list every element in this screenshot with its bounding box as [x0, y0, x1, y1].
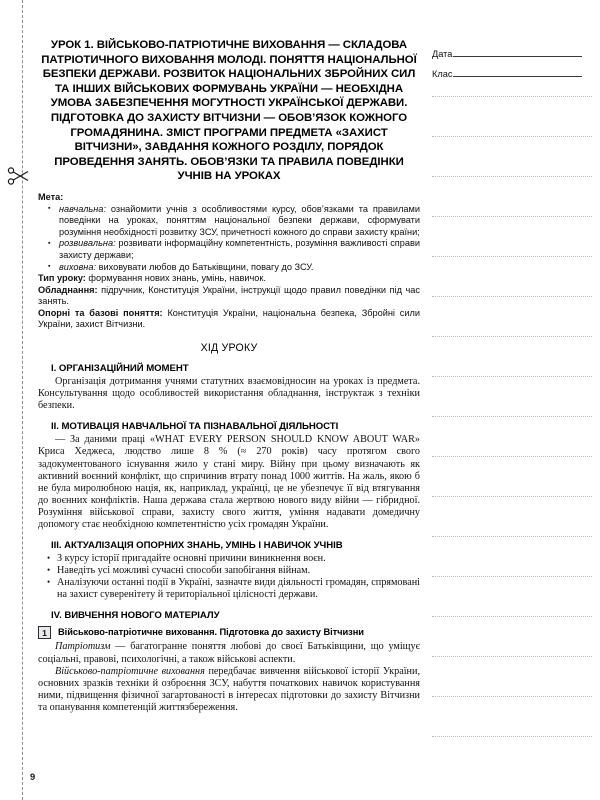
date-input[interactable]	[453, 48, 582, 57]
ruled-line	[432, 656, 592, 657]
concepts-value: Конституція України, національна безпека, Збройні сили України, захист Вітчизни.	[38, 307, 421, 330]
list-item	[46, 204, 420, 239]
term-military-patriotic-education: Військово-патріотичне виховання	[55, 665, 205, 677]
ruled-line	[432, 736, 592, 737]
page-number: 9	[30, 771, 36, 782]
topic-row	[38, 626, 420, 639]
section-2-paragraph: — За даними праці «WHAT EVERY PERSON SHOULD KNOW ABOUT WAR» Криса Хеджеса, людство лише 8 % (≈ 270 років) часу протягом свого задокументованого існування жило у стані миру. Війну при цьому визначають як активний воєнний конфлікт, що спричинив втрату понад 1000 життів. На жаль, якою б не була миролюбною нація, як, наприклад, українці, це не убезпечує її від втягування до воєнних конфліктів. Наша держава стала жертвою нового виду війни — гібридної. Розуміння військової справи, захисту свого життя, уміння надавати домедичну допомогу стає необхідною компетентністю усіх громадян України.	[38, 434, 420, 530]
lesson-content	[38, 38, 420, 714]
date-field-row[interactable]	[432, 48, 582, 59]
note-ruled-lines	[432, 96, 592, 796]
perforation-dashed-line	[22, 0, 23, 800]
ruled-line	[432, 336, 592, 337]
equipment-label: Обладнання:	[38, 284, 98, 295]
concepts-row	[38, 308, 420, 331]
goal-kind: навчальна:	[59, 203, 106, 214]
section-heading-2: II. МОТИВАЦІЯ НАВЧАЛЬНОЇ ТА ПІЗНАВАЛЬНОЇ ДІЯЛЬНОСТІ	[51, 421, 339, 433]
class-field-row[interactable]	[432, 68, 582, 79]
goal-list	[38, 204, 420, 274]
goal-kind: розвивальна:	[59, 238, 116, 249]
lesson-type-value: формування нових знань, умінь, навичок.	[85, 273, 266, 284]
ruled-line	[432, 376, 592, 377]
goal-text: ознайомити учнів з особливостями курсу, обов’язками та правилами поведінки на уроках, поняттям національної безпеки держави, сформувати розуміння необхідності розвитку ЗСУ, причетності кожного до справи захисту країни;	[59, 203, 420, 237]
term-patriotism-definition: — багатогранне поняття любові до своєї Батьківщини, що уміщує соціальні, правові, психологічні, а також військові аспекти.	[38, 641, 420, 665]
goal-kind: виховна:	[59, 261, 97, 272]
concepts-label: Опорні та базові поняття:	[38, 307, 163, 318]
list-item: • Аналізуючи останні події в Україні, зазначте види діяльності громадян, спрямовані на захист суверенітету й територіальної цілісності держави.	[46, 577, 420, 601]
section-heading-4: IV. ВИВЧЕННЯ НОВОГО МАТЕРІАЛУ	[51, 610, 220, 622]
term-military-patriotic-education-definition: передбачає вивчення військової історії України, основних зразків техніки й озброєння ЗСУ, набуття початкових навичок користування ними, підвищення фізичної загартованості в інтересах підготовки до захисту Вітчизни та опанування компетенцій життязбереження.	[38, 665, 420, 713]
term-patriotism: Патріотизм	[55, 641, 111, 653]
ruled-line	[432, 136, 592, 137]
section-1-paragraph: Організація дотримання учнями статутних взаємовідносин на уроках із предмета. Консультування щодо особливостей використання обладнання, інструктаж з техніки безпеки.	[38, 376, 420, 412]
ruled-line	[432, 696, 592, 697]
section-heading-3: III. АКТУАЛІЗАЦІЯ ОПОРНИХ ЗНАНЬ, УМІНЬ І НАВИЧОК УЧНІВ	[51, 540, 343, 552]
ruled-line	[432, 576, 592, 577]
equipment-value: підручник, Конституція України, інструкції щодо правил поведінки під час занять.	[38, 284, 420, 307]
equipment-row	[38, 285, 420, 308]
section-4-paragraph-2	[38, 666, 420, 714]
goal-text: розвивати інформаційну компетентність, розуміння важливості справи захисту держави;	[59, 238, 420, 260]
section-4-paragraph-1	[38, 641, 420, 665]
ruled-line	[432, 256, 592, 257]
ruled-line	[432, 536, 592, 537]
lesson-meta-block	[38, 192, 420, 331]
section-heading-1: I. ОРГАНІЗАЦІЙНИЙ МОМЕНТ	[51, 363, 189, 375]
goal-heading: Мета:	[38, 191, 64, 202]
list-item	[46, 262, 420, 274]
ruled-line	[432, 456, 592, 457]
ruled-line	[432, 616, 592, 617]
ruled-line	[432, 96, 592, 97]
topic-number-badge: 1	[38, 626, 51, 639]
list-item	[46, 238, 420, 261]
class-label: Клас	[432, 69, 453, 79]
class-input[interactable]	[453, 68, 582, 77]
course-of-lesson-heading: ХІД УРОКУ	[200, 342, 258, 355]
ruled-line	[432, 416, 592, 417]
lesson-type-label: Тип уроку:	[38, 273, 86, 284]
ruled-line	[432, 496, 592, 497]
ruled-line	[432, 216, 592, 217]
section-3-bullet-list	[38, 553, 420, 601]
goal-text: виховувати любов до Батьківщини, повагу до ЗСУ.	[96, 261, 314, 272]
topic-title: Військово-патріотичне виховання. Підготовка до захисту Вітчизни	[58, 627, 364, 638]
ruled-line	[432, 296, 592, 297]
lesson-type-row	[38, 273, 420, 285]
scissors-icon	[6, 163, 32, 189]
list-item: • З курсу історії пригадайте основні причини виникнення воєн.	[46, 553, 420, 565]
date-label: Дата	[432, 49, 453, 59]
list-item: • Наведіть усі можливі сучасні способи запобігання війнам.	[46, 565, 420, 577]
ruled-line	[432, 176, 592, 177]
page-title: УРОК 1. ВІЙСЬКОВО-ПАТРІОТИЧНЕ ВИХОВАННЯ — СКЛАДОВА ПАТРІОТИЧНОГО ВИХОВАННЯ МОЛОДІ. ПОНЯТТЯ НАЦІОНАЛЬНОЇ БЕЗПЕКИ ДЕРЖАВИ. РОЗВИТОК НАЦІОНАЛЬНИХ ЗБРОЙНИХ СИЛ ТА ІНШИХ ВІЙСЬКОВИХ ФОРМУВАНЬ УКРАЇНИ — НЕОБХІДНА УМОВА ЗАБЕЗПЕЧЕННЯ МОГУТНОСТІ УКРАЇНСЬКОЇ ДЕРЖАВИ. ПІДГОТОВКА ДО ЗАХИСТУ ВІТЧИЗНИ — ОБОВ’ЯЗОК КОЖНОГО ГРОМАДЯНИНА. ЗМІСТ ПРОГРАМИ ПРЕДМЕТА «ЗАХИСТ ВІТЧИЗНИ», ЗАВДАННЯ КОЖНОГО РОЗДІЛУ, ПОРЯДОК ПРОВЕДЕННЯ ЗАНЯТЬ. ОБОВ’ЯЗКИ ТА ПРАВИЛА ПОВЕДІНКИ УЧНІВ НА УРОКАХ	[41, 39, 417, 183]
right-margin	[432, 0, 600, 800]
